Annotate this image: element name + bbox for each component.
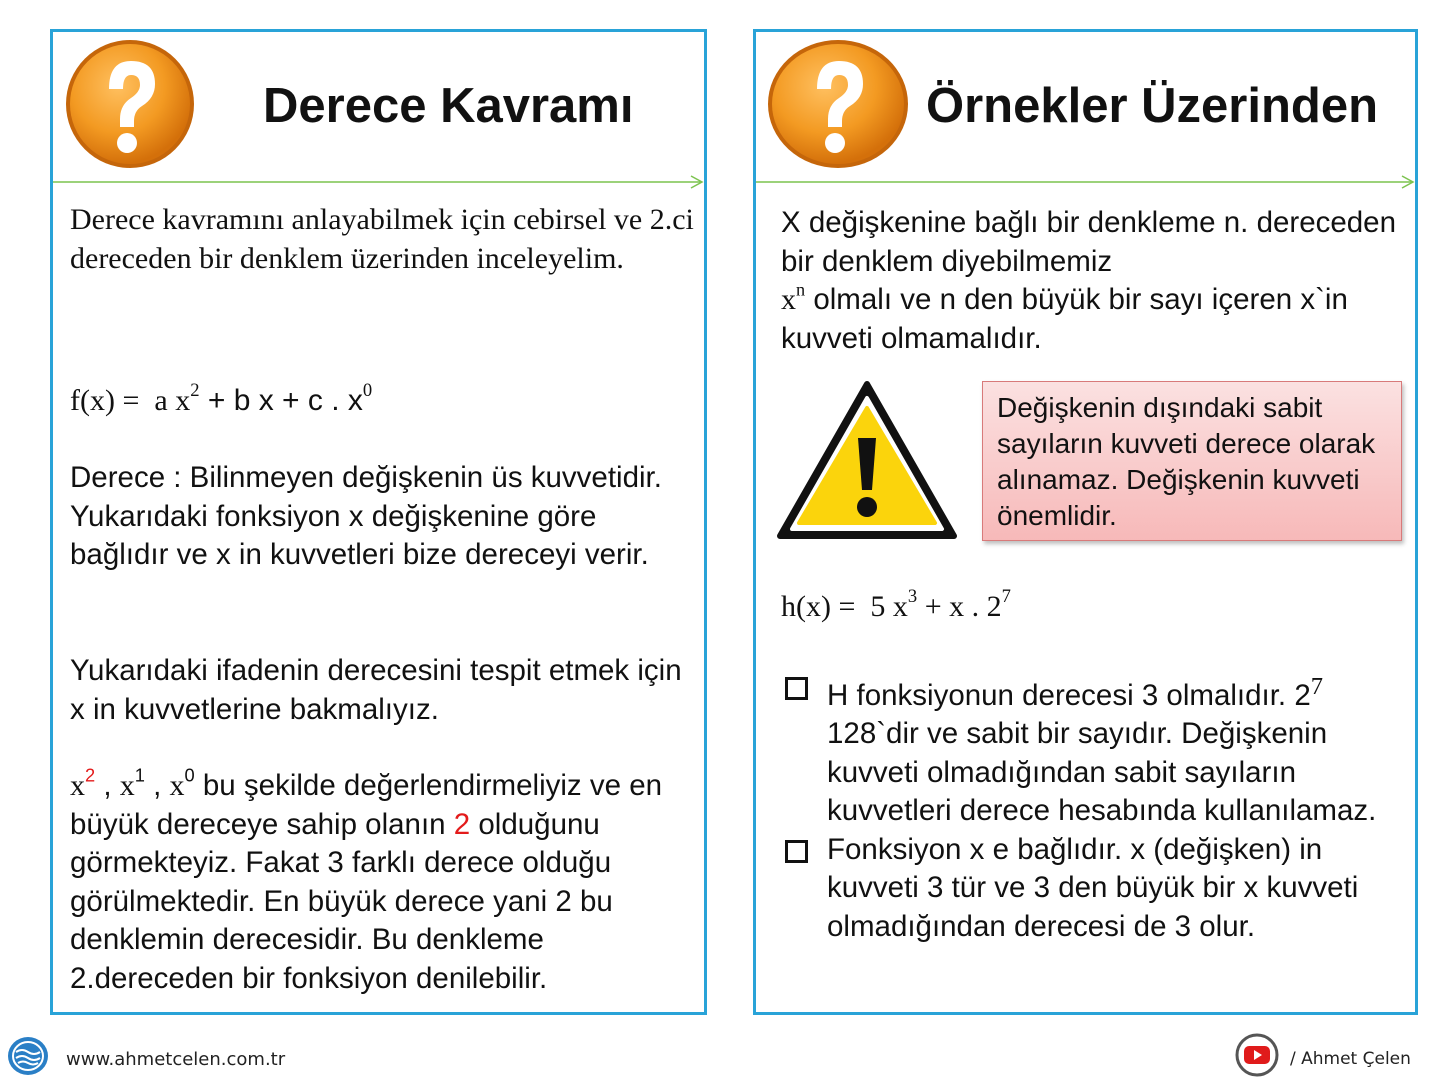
definition-text: Derece : Bilinmeyen değişkenin üs kuvvetidir. Yukarıdaki fonksiyon x değişkenine göre bağlıdır ve x in kuvvetleri bize dereceyi verir.	[70, 461, 662, 571]
question-icon	[63, 37, 197, 171]
bullet-list	[781, 668, 1411, 946]
list-item: Fonksiyon x e bağlıdır. x (değişken) in kuvveti 3 tür ve 3 den büyük bir x kuvveti olmadığından derecesi de 3 olur.	[781, 831, 1411, 947]
divider-arrow	[53, 175, 704, 189]
powers-paragraph: $x^2$ , $x^1$ , $x^0$ bu şekilde değerlendirmeliyiz ve en büyük dereceye sahip olanın 2 olduğunu görmekteyiz. Fakat 3 farklı derece olduğu görülmektedir. En büyük derece yani 2 bu denklemin derecesidir. Bu denkleme 2.dereceden bir fonksiyon denilebilir.	[70, 764, 663, 995]
site-logo-icon	[7, 1036, 49, 1076]
determine-text: Yukarıdaki ifadenin derecesini tespit etmek için x in kuvvetlerine bakmalıyız.	[70, 654, 682, 726]
website-link[interactable]: www.ahmetcelen.com.tr	[66, 1049, 286, 1070]
youtube-icon[interactable]	[1235, 1033, 1279, 1077]
page-title: Derece Kavramı	[263, 79, 634, 133]
warning-icon	[776, 380, 958, 542]
checkbox-bullet-icon	[785, 677, 808, 700]
intro-text: Derece kavramını anlayabilmek için cebirsel ve 2.ci dereceden bir denklem üzerinden inceleyelim.	[70, 203, 694, 275]
right-panel	[753, 29, 1418, 1015]
formula-h: h(x) = 5 $x^3 + x$ . $2^7$	[781, 586, 1011, 623]
intro-text: X değişkenine bağlı bir denkleme n. dereceden bir denklem diyebilmemiz $x^n$ olmalı ve n den büyük bir sayı içeren x`in kuvveti olmamalıdır.	[781, 206, 1396, 355]
page-title: Örnekler Üzerinden	[926, 79, 1379, 133]
formula-f: f(x) = a $x^2 + b$ x + c . $x^0$	[70, 380, 373, 417]
left-panel	[50, 29, 707, 1015]
list-item: H fonksiyonun derecesi 3 olmalıdır. $2^7$ 128`dir ve sabit bir sayıdır. Değişkenin kuvveti olmadığından sabit sayıların kuvvetleri derece hesabında kullanılamaz.	[781, 668, 1411, 831]
warning-note: Değişkenin dışındaki sabit sayıların kuvveti derece olarak alınamaz. Değişkenin kuvveti önemlidir.	[982, 381, 1402, 541]
question-icon	[766, 37, 911, 171]
checkbox-bullet-icon	[785, 840, 808, 863]
divider-arrow	[756, 175, 1415, 189]
author-name: / Ahmet Çelen	[1290, 1049, 1411, 1069]
